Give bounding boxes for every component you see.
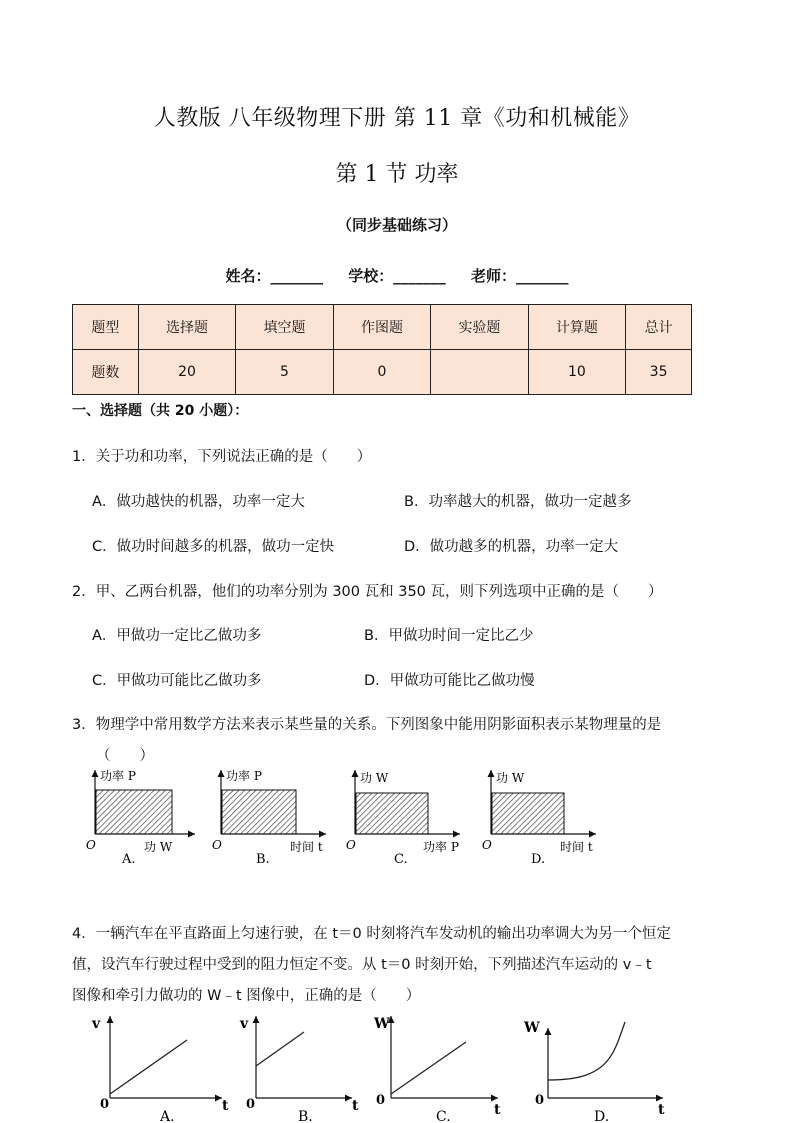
table-cell: 0 bbox=[333, 350, 430, 395]
name-field[interactable]: 姓名：_______ bbox=[225, 267, 323, 285]
question-4-stem-line3: 图像和牵引力做功的 W﹣t 图像中，正确的是（ ） bbox=[72, 988, 421, 1004]
question-2-option-a[interactable]: A．甲做功一定比乙做功多 bbox=[92, 628, 262, 644]
table-header-cell: 作图题 bbox=[333, 305, 430, 350]
origin-label: O bbox=[212, 838, 222, 852]
table-header-cell: 实验题 bbox=[431, 305, 528, 350]
graph-4a bbox=[91, 1016, 229, 1123]
question-2-option-c[interactable]: C．甲做功可能比乙做功多 bbox=[92, 673, 262, 689]
graph-3b bbox=[212, 768, 326, 867]
graph-4d bbox=[523, 1020, 665, 1123]
y-axis-label: W bbox=[374, 1016, 390, 1032]
x-axis-label: t bbox=[494, 1102, 501, 1118]
y-axis-label: W bbox=[524, 1020, 540, 1036]
x-axis-label: t bbox=[222, 1098, 229, 1114]
table-cell: 35 bbox=[626, 350, 692, 395]
option-letter: D. bbox=[531, 852, 546, 867]
table-cell: 20 bbox=[138, 350, 235, 395]
option-letter: D. bbox=[594, 1109, 610, 1123]
table-header-cell: 计算题 bbox=[528, 305, 625, 350]
y-axis-label: v bbox=[92, 1016, 101, 1032]
table-cell: 5 bbox=[236, 350, 333, 395]
option-letter: C. bbox=[394, 852, 408, 867]
question-3-graphs bbox=[80, 762, 620, 870]
question-4-stem-line1: 4．一辆汽车在平直路面上匀速行驶，在 t＝0 时刻将汽车发动机的输出功率调大为另一个恒定 bbox=[72, 926, 671, 942]
table-header-cell: 题型 bbox=[73, 305, 139, 350]
y-axis-label: 功率 P bbox=[226, 769, 262, 783]
question-2-option-d[interactable]: D．甲做功可能比乙做功慢 bbox=[364, 673, 535, 689]
option-letter: B. bbox=[298, 1109, 313, 1123]
question-stats-table bbox=[72, 304, 692, 395]
table-header-cell: 填空题 bbox=[236, 305, 333, 350]
option-letter: B. bbox=[256, 852, 270, 867]
graph-4b bbox=[239, 1016, 359, 1123]
x-axis-label: t bbox=[658, 1102, 665, 1118]
origin-label: 0 bbox=[376, 1093, 386, 1108]
table-cell: 10 bbox=[528, 350, 625, 395]
y-axis-label: 功 W bbox=[360, 771, 389, 785]
x-axis-label: 时间 t bbox=[560, 840, 593, 854]
section-heading: 一、选择题（共 20 小题）： bbox=[72, 403, 249, 419]
student-info-line bbox=[0, 265, 794, 286]
question-4-stem-line2: 值，设汽车行驶过程中受到的阻力恒定不变。从 t＝0 时刻开始，下列描述汽车运动的 v﹣t bbox=[72, 957, 652, 973]
question-2-option-b[interactable]: B．甲做功时间一定比乙少 bbox=[364, 628, 534, 644]
w-t-line bbox=[391, 1042, 466, 1094]
v-t-line bbox=[256, 1032, 304, 1066]
origin-label: O bbox=[86, 838, 96, 852]
shaded-area bbox=[222, 790, 296, 834]
option-letter: A. bbox=[122, 852, 136, 867]
y-axis-label: 功 W bbox=[496, 771, 525, 785]
table-row bbox=[73, 350, 692, 395]
table-row bbox=[73, 305, 692, 350]
y-axis-label: 功率 P bbox=[100, 769, 136, 783]
shaded-area bbox=[96, 790, 172, 834]
x-axis-label: 时间 t bbox=[290, 840, 323, 854]
question-1-option-a[interactable]: A．做功越快的机器，功率一定大 bbox=[92, 494, 305, 510]
question-1-option-c[interactable]: C．做功时间越多的机器，做功一定快 bbox=[92, 539, 335, 555]
x-axis-label: t bbox=[352, 1098, 359, 1114]
shaded-area bbox=[356, 793, 428, 834]
question-3-stem: 3．物理学中常用数学方法来表示某些量的关系。下列图象中能用阴影面积表示某物理量的是 bbox=[72, 717, 662, 733]
graph-3c bbox=[346, 770, 460, 867]
table-cell: 题数 bbox=[73, 350, 139, 395]
w-t-curve bbox=[548, 1022, 625, 1080]
school-field[interactable]: 学校：_______ bbox=[348, 267, 446, 285]
table-cell bbox=[431, 350, 528, 395]
graph-3d bbox=[482, 770, 596, 867]
graph-3a bbox=[86, 768, 195, 867]
document-title: 人教版 八年级物理下册 第 11 章《功和机械能》 bbox=[153, 106, 641, 131]
teacher-field[interactable]: 老师：_______ bbox=[470, 267, 569, 285]
question-4-graphs bbox=[80, 1004, 680, 1123]
table-header-cell: 选择题 bbox=[138, 305, 235, 350]
origin-label: 0 bbox=[100, 1097, 110, 1112]
question-1-stem: 1．关于功和功率，下列说法正确的是（ ） bbox=[72, 449, 372, 465]
x-axis-label: 功 W bbox=[144, 840, 173, 854]
question-3-stem-cont: （ ） bbox=[96, 748, 154, 764]
question-2-stem: 2．甲、乙两台机器，他们的功率分别为 300 瓦和 350 瓦，则下列选项中正确的是（ ） bbox=[72, 584, 663, 600]
graph-4c bbox=[373, 1016, 501, 1123]
option-letter: A. bbox=[160, 1109, 175, 1123]
x-axis-label: 功率 P bbox=[423, 840, 459, 854]
question-1-option-d[interactable]: D．做功越多的机器，功率一定大 bbox=[404, 539, 619, 555]
origin-label: O bbox=[346, 838, 356, 852]
exercise-tag: （同步基础练习） bbox=[336, 216, 457, 234]
origin-label: O bbox=[482, 838, 492, 852]
option-letter: C. bbox=[436, 1109, 451, 1123]
y-axis-label: v bbox=[240, 1016, 249, 1032]
shaded-area bbox=[492, 793, 564, 834]
origin-label: 0 bbox=[535, 1093, 545, 1108]
question-1-option-b[interactable]: B．功率越大的机器，做功一定越多 bbox=[404, 494, 632, 510]
v-t-line bbox=[110, 1040, 187, 1094]
section-subtitle: 第 1 节 功率 bbox=[335, 162, 459, 187]
origin-label: 0 bbox=[246, 1097, 256, 1112]
table-header-cell: 总计 bbox=[626, 305, 692, 350]
